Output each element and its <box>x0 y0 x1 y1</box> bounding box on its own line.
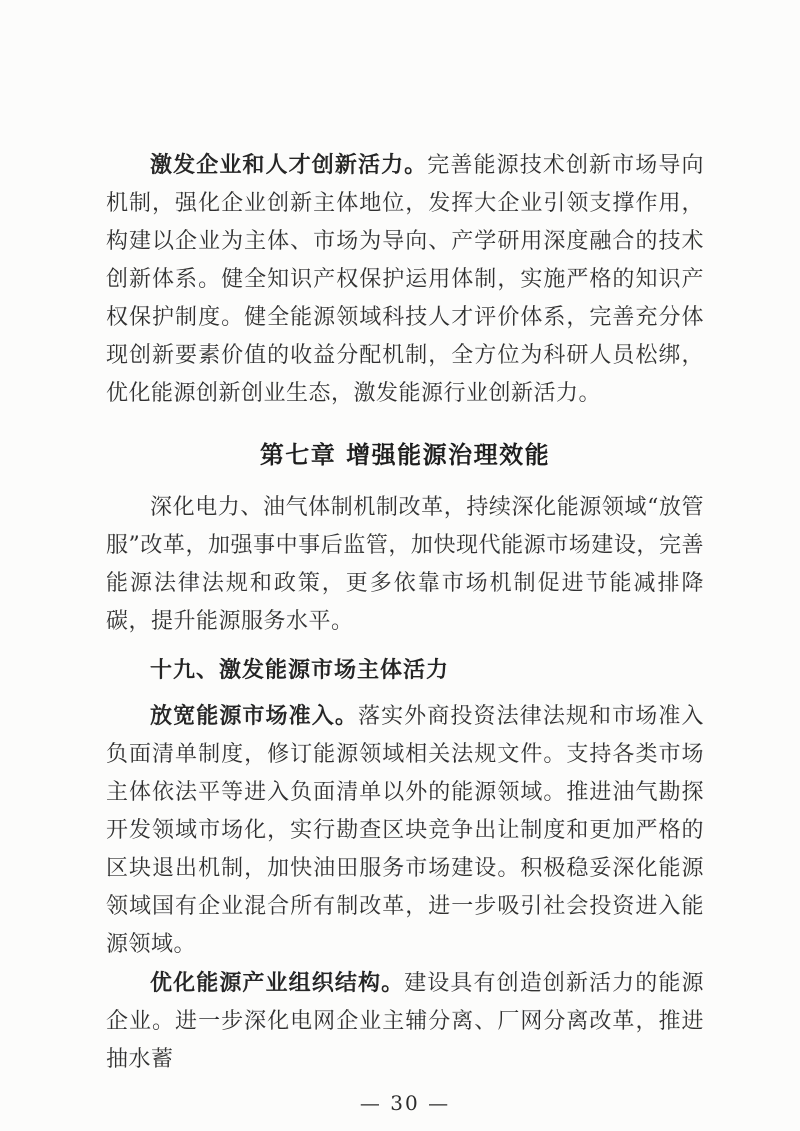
section-heading: 十九、激发能源市场主体活力 <box>150 658 450 683</box>
paragraph-body-text: 完善能源技术创新市场导向机制，强化企业创新主体地位，发挥大企业引领支撑作用，构建以企业为主体、市场为导向、产学研用深度融合的技术创新体系。健全知识产权保护运用体制，实施严格的知识产权保护制度。健全能源领域科技人才评价体系，完善充分体现创新要素价值的收益分配机制，全方位为科研人员松绑，优化能源创新创业生态，激发能源行业创新活力。 <box>106 153 704 406</box>
paragraph-chapter-intro: 深化电力、油气体制机制改革，持续深化能源领域“放管服”改革，加强事中事后监管，加快现代能源市场建设，完善能源法律法规和政策，更多依靠市场机制促进节能减排降碳，提升能源服务水平。 <box>106 495 704 634</box>
paragraph-bold-lead: 激发企业和人才创新活力。 <box>150 152 428 178</box>
paragraph-industry-structure <box>106 964 704 1079</box>
paragraph-innovation-vitality <box>106 146 704 413</box>
paragraph-body-text: 建设具有创造创新活力的能源企业。进一步深化电网企业主辅分离、厂网分离改革，推进抽水蓄 <box>106 971 704 1072</box>
paragraph-market-access <box>106 697 704 964</box>
chapter-heading: 第七章 增强能源治理效能 <box>259 440 551 469</box>
paragraph-bold-lead: 放宽能源市场准入。 <box>150 703 358 729</box>
paragraph-body-text: 落实外商投资法律法规和市场准入负面清单制度，修订能源领域相关法规文件。支持各类市场主体依法平等进入负面清单以外的能源领域。推进油气勘探开发领域市场化，实行勘查区块竞争出让制度和更加严格的区块退出机制，加快油田服务市场建设。积极稳妥深化能源领域国有企业混合所有制改革，进一步吸引社会投资进入能源领域。 <box>106 704 704 957</box>
paragraph-bold-lead: 优化能源产业组织结构。 <box>150 970 405 996</box>
page-number: — 30 — <box>359 1091 451 1115</box>
